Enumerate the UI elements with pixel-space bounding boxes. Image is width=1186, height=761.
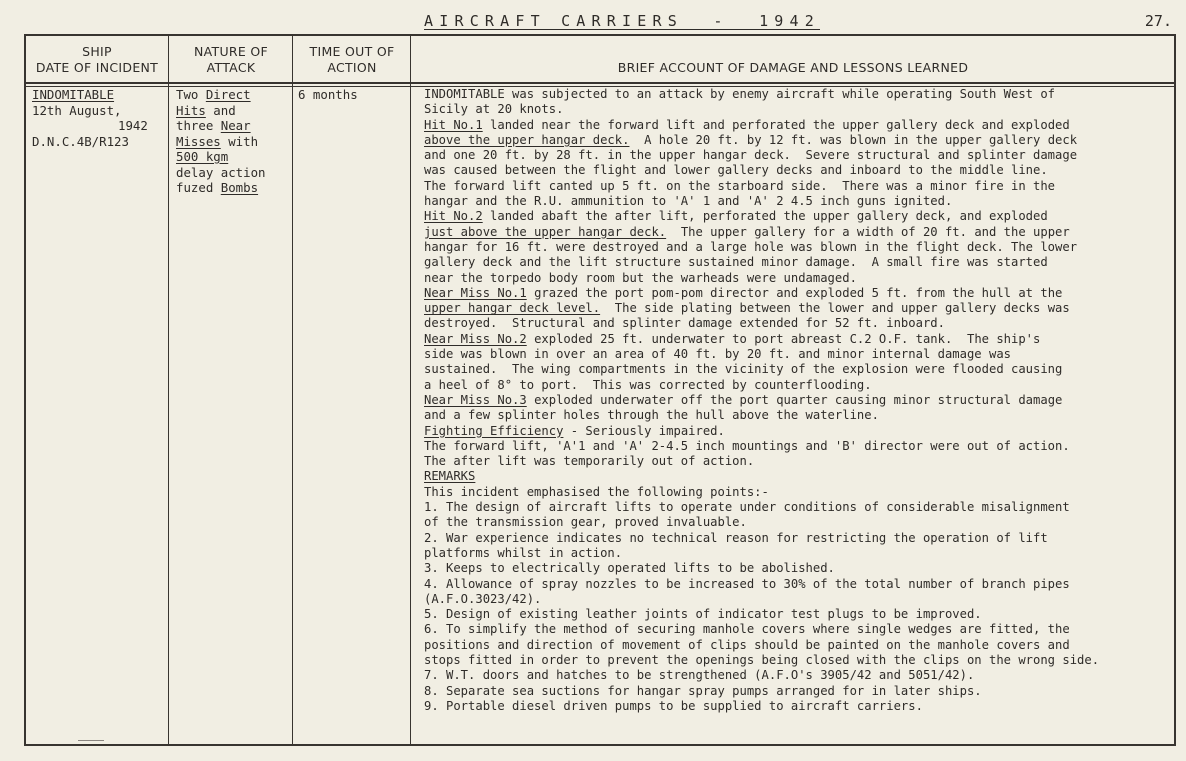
damage-report-table [24, 34, 1176, 746]
account-line [424, 469, 1172, 484]
account-line [424, 316, 1172, 331]
text-run: - Seriously impaired. [563, 423, 725, 438]
text-run: landed near the forward lift and perforated the upper gallery deck and exploded [482, 117, 1070, 132]
account-line [424, 485, 1172, 500]
text-run: 7. W.T. doors and hatches to be strengthened (A.F.O's 3905/42 and 5051/42). [424, 668, 975, 683]
underlined-text: Bombs [220, 180, 259, 195]
text-run: three [176, 118, 221, 133]
underlined-text: above the upper hangar deck. [424, 132, 630, 147]
text-run: delay action [176, 164, 266, 180]
attack-cell [176, 87, 290, 196]
attack-line [176, 149, 290, 165]
account-line [424, 439, 1172, 454]
text-run: of the transmission gear, proved invaluable. [424, 515, 747, 530]
text-run: This incident emphasised the following points:- [424, 484, 769, 499]
text-run: landed abaft the after lift, perforated the upper gallery deck, and exploded [482, 209, 1048, 224]
text-run: INDOMITABLE was subjected to an attack by enemy aircraft while operating South West of [424, 87, 1056, 101]
account-line [424, 684, 1172, 699]
underlined-text: Fighting Efficiency [424, 423, 564, 438]
text-run: Sicily at 20 knots. [424, 102, 564, 117]
account-line [424, 225, 1172, 240]
text-run: 4. Allowance of spray nozzles to be increased to 30% of the total number of branch pipes [424, 576, 1070, 591]
reference-number: D.N.C.4B/R123 [32, 133, 129, 149]
underlined-text: upper hangar deck level. [424, 301, 601, 316]
account-line [424, 118, 1172, 133]
text-run: fuzed [176, 180, 221, 195]
text-run: 6. To simplify the method of securing manhole covers where single wedges are fitted, the [424, 622, 1070, 637]
text-run: The side plating between the lower and upper gallery decks was [600, 301, 1070, 316]
incident-year: 1942 [118, 118, 148, 133]
text-run: The after lift was temporarily out of action. [424, 454, 755, 469]
attack-line [176, 103, 290, 119]
attack-line [176, 165, 290, 181]
text-run: 2. War experience indicates no technical reason for restricting the operation of lift [424, 530, 1048, 545]
underlined-text: Misses [176, 133, 221, 149]
account-line [424, 454, 1172, 469]
text-run: and one 20 ft. by 28 ft. in the upper hangar deck. Severe structural and splinter damage [424, 148, 1078, 163]
account-line [424, 546, 1172, 561]
text-run: platforms whilst in action. [424, 545, 623, 560]
account-line [424, 393, 1172, 408]
account-line [424, 424, 1172, 439]
text-run: sustained. The wing compartments in the vicinity of the explosion were flooded causing [424, 362, 1063, 377]
account-line [424, 515, 1172, 530]
time-out-cell [298, 87, 408, 103]
account-line [424, 592, 1172, 607]
text-run: near the torpedo body room but the warheads were undamaged. [424, 270, 857, 285]
page-header [0, 12, 1186, 36]
text-run: was caused between the flight and lower gallery decks and inboard to the middle line. [424, 163, 1048, 178]
text-run: hangar for 16 ft. were destroyed and a large hole was blown in the flight deck. The lower [424, 239, 1078, 254]
text-run: 3. Keeps to electrically operated lifts to be abolished. [424, 561, 835, 576]
account-line [424, 607, 1172, 622]
text-run: positions and direction of movement of clips should be painted on the manhole covers and [424, 637, 1070, 652]
text-run: exploded 25 ft. underwater to port abreast C.2 O.F. tank. The ship's [526, 331, 1041, 346]
text-run: with [220, 133, 259, 149]
account-line [424, 102, 1172, 117]
account-line [424, 561, 1172, 576]
account-line [424, 577, 1172, 592]
account-line [424, 531, 1172, 546]
text-run: 8. Separate sea suctions for hangar spray pumps arranged for in later ships. [424, 683, 982, 698]
ship-name: INDOMITABLE [32, 87, 115, 102]
account-line [424, 148, 1172, 163]
column-header-time: TIME OUT OF ACTION [309, 44, 395, 75]
text-run: a heel of 8° to port. This was corrected by counterflooding. [424, 377, 872, 392]
account-line [424, 301, 1172, 316]
account-line [424, 408, 1172, 423]
underlined-text: 500 kgm [176, 149, 229, 164]
text-run: The forward lift canted up 5 ft. on the starboard side. There was a minor fire in the [424, 178, 1056, 193]
account-line [424, 163, 1172, 178]
text-run: (A.F.O.3023/42). [424, 591, 542, 606]
account-line [424, 500, 1172, 515]
text-run: Two [176, 87, 206, 102]
underlined-text: Near Miss No.2 [424, 331, 527, 346]
attack-line [176, 87, 290, 103]
underlined-text: Near Miss No.3 [424, 392, 527, 407]
attack-line [176, 180, 290, 196]
account-line [424, 668, 1172, 683]
account-line [424, 255, 1172, 270]
underlined-text: Hit No.2 [424, 209, 483, 224]
column-header-ship: SHIP DATE OF INCIDENT [35, 44, 159, 75]
text-run: stops fitted in order to prevent the openings being closed with the clips on the wrong side. [424, 652, 1100, 667]
account-line [424, 87, 1172, 102]
text-run: 5. Design of existing leather joints of indicator test plugs to be improved. [424, 607, 982, 622]
underlined-text: Near [220, 118, 251, 133]
text-run: side was blown in over an area of 40 ft. by 20 ft. and minor internal damage was [424, 347, 1011, 362]
account-line [424, 286, 1172, 301]
account-line [424, 622, 1172, 637]
account-line [424, 332, 1172, 347]
account-line [424, 133, 1172, 148]
column-divider [410, 36, 411, 744]
column-header-attack: NATURE OF ATTACK [193, 44, 268, 75]
text-run: The upper gallery for a width of 20 ft. and the upper [666, 224, 1070, 239]
account-line [424, 362, 1172, 377]
text-run: 1. The design of aircraft lifts to operate under conditions of considerable misalignment [424, 500, 1070, 515]
text-run: exploded underwater off the port quarter causing minor structural damage [526, 392, 1063, 407]
account-line [424, 347, 1172, 362]
attack-line [176, 118, 290, 134]
text-run: and a few splinter holes through the hull above the waterline. [424, 408, 879, 423]
account-line [424, 653, 1172, 668]
margin-mark [78, 740, 104, 741]
account-line [424, 378, 1172, 393]
underlined-text: Near Miss No.1 [424, 285, 527, 300]
account-line [424, 240, 1172, 255]
account-line [424, 638, 1172, 653]
account-cell [424, 87, 1172, 714]
column-header-account: BRIEF ACCOUNT OF DAMAGE AND LESSONS LEARNED [617, 60, 969, 75]
account-line [424, 179, 1172, 194]
text-run: The forward lift, 'A'1 and 'A' 2-4.5 inch mountings and 'B' director were out of action. [424, 438, 1070, 453]
text-run: A hole 20 ft. by 12 ft. was blown in the upper gallery deck [629, 132, 1078, 147]
column-divider [168, 36, 169, 744]
time-out-value: 6 months [298, 87, 358, 102]
underlined-text: Direct [205, 87, 251, 102]
text-run: 9. Portable diesel driven pumps to be supplied to aircraft carriers. [424, 698, 923, 713]
page-number: 27. [1144, 12, 1172, 30]
account-line [424, 209, 1172, 224]
underlined-text: just above the upper hangar deck. [424, 224, 667, 239]
page-title: AIRCRAFT CARRIERS - 1942 [424, 12, 820, 30]
incident-date: 12th August, [32, 102, 122, 118]
account-line [424, 194, 1172, 209]
account-line [424, 271, 1172, 286]
account-line [424, 699, 1172, 714]
column-divider [292, 36, 293, 744]
ship-cell [32, 87, 166, 149]
underlined-text: Hit No.1 [424, 117, 483, 132]
underlined-text: REMARKS [424, 469, 476, 484]
text-run: grazed the port pom-pom director and exploded 5 ft. from the hull at the [526, 285, 1063, 300]
text-run: gallery deck and the lift structure sustained minor damage. A small fire was started [424, 255, 1048, 270]
text-run: destroyed. Structural and splinter damage extended for 52 ft. inboard. [424, 316, 945, 331]
attack-line [176, 134, 290, 150]
underlined-text: Hits [176, 102, 206, 118]
text-run: and [205, 102, 236, 118]
text-run: hangar and the R.U. ammunition to 'A' 1 and 'A' 2 4.5 inch guns ignited. [424, 194, 953, 209]
